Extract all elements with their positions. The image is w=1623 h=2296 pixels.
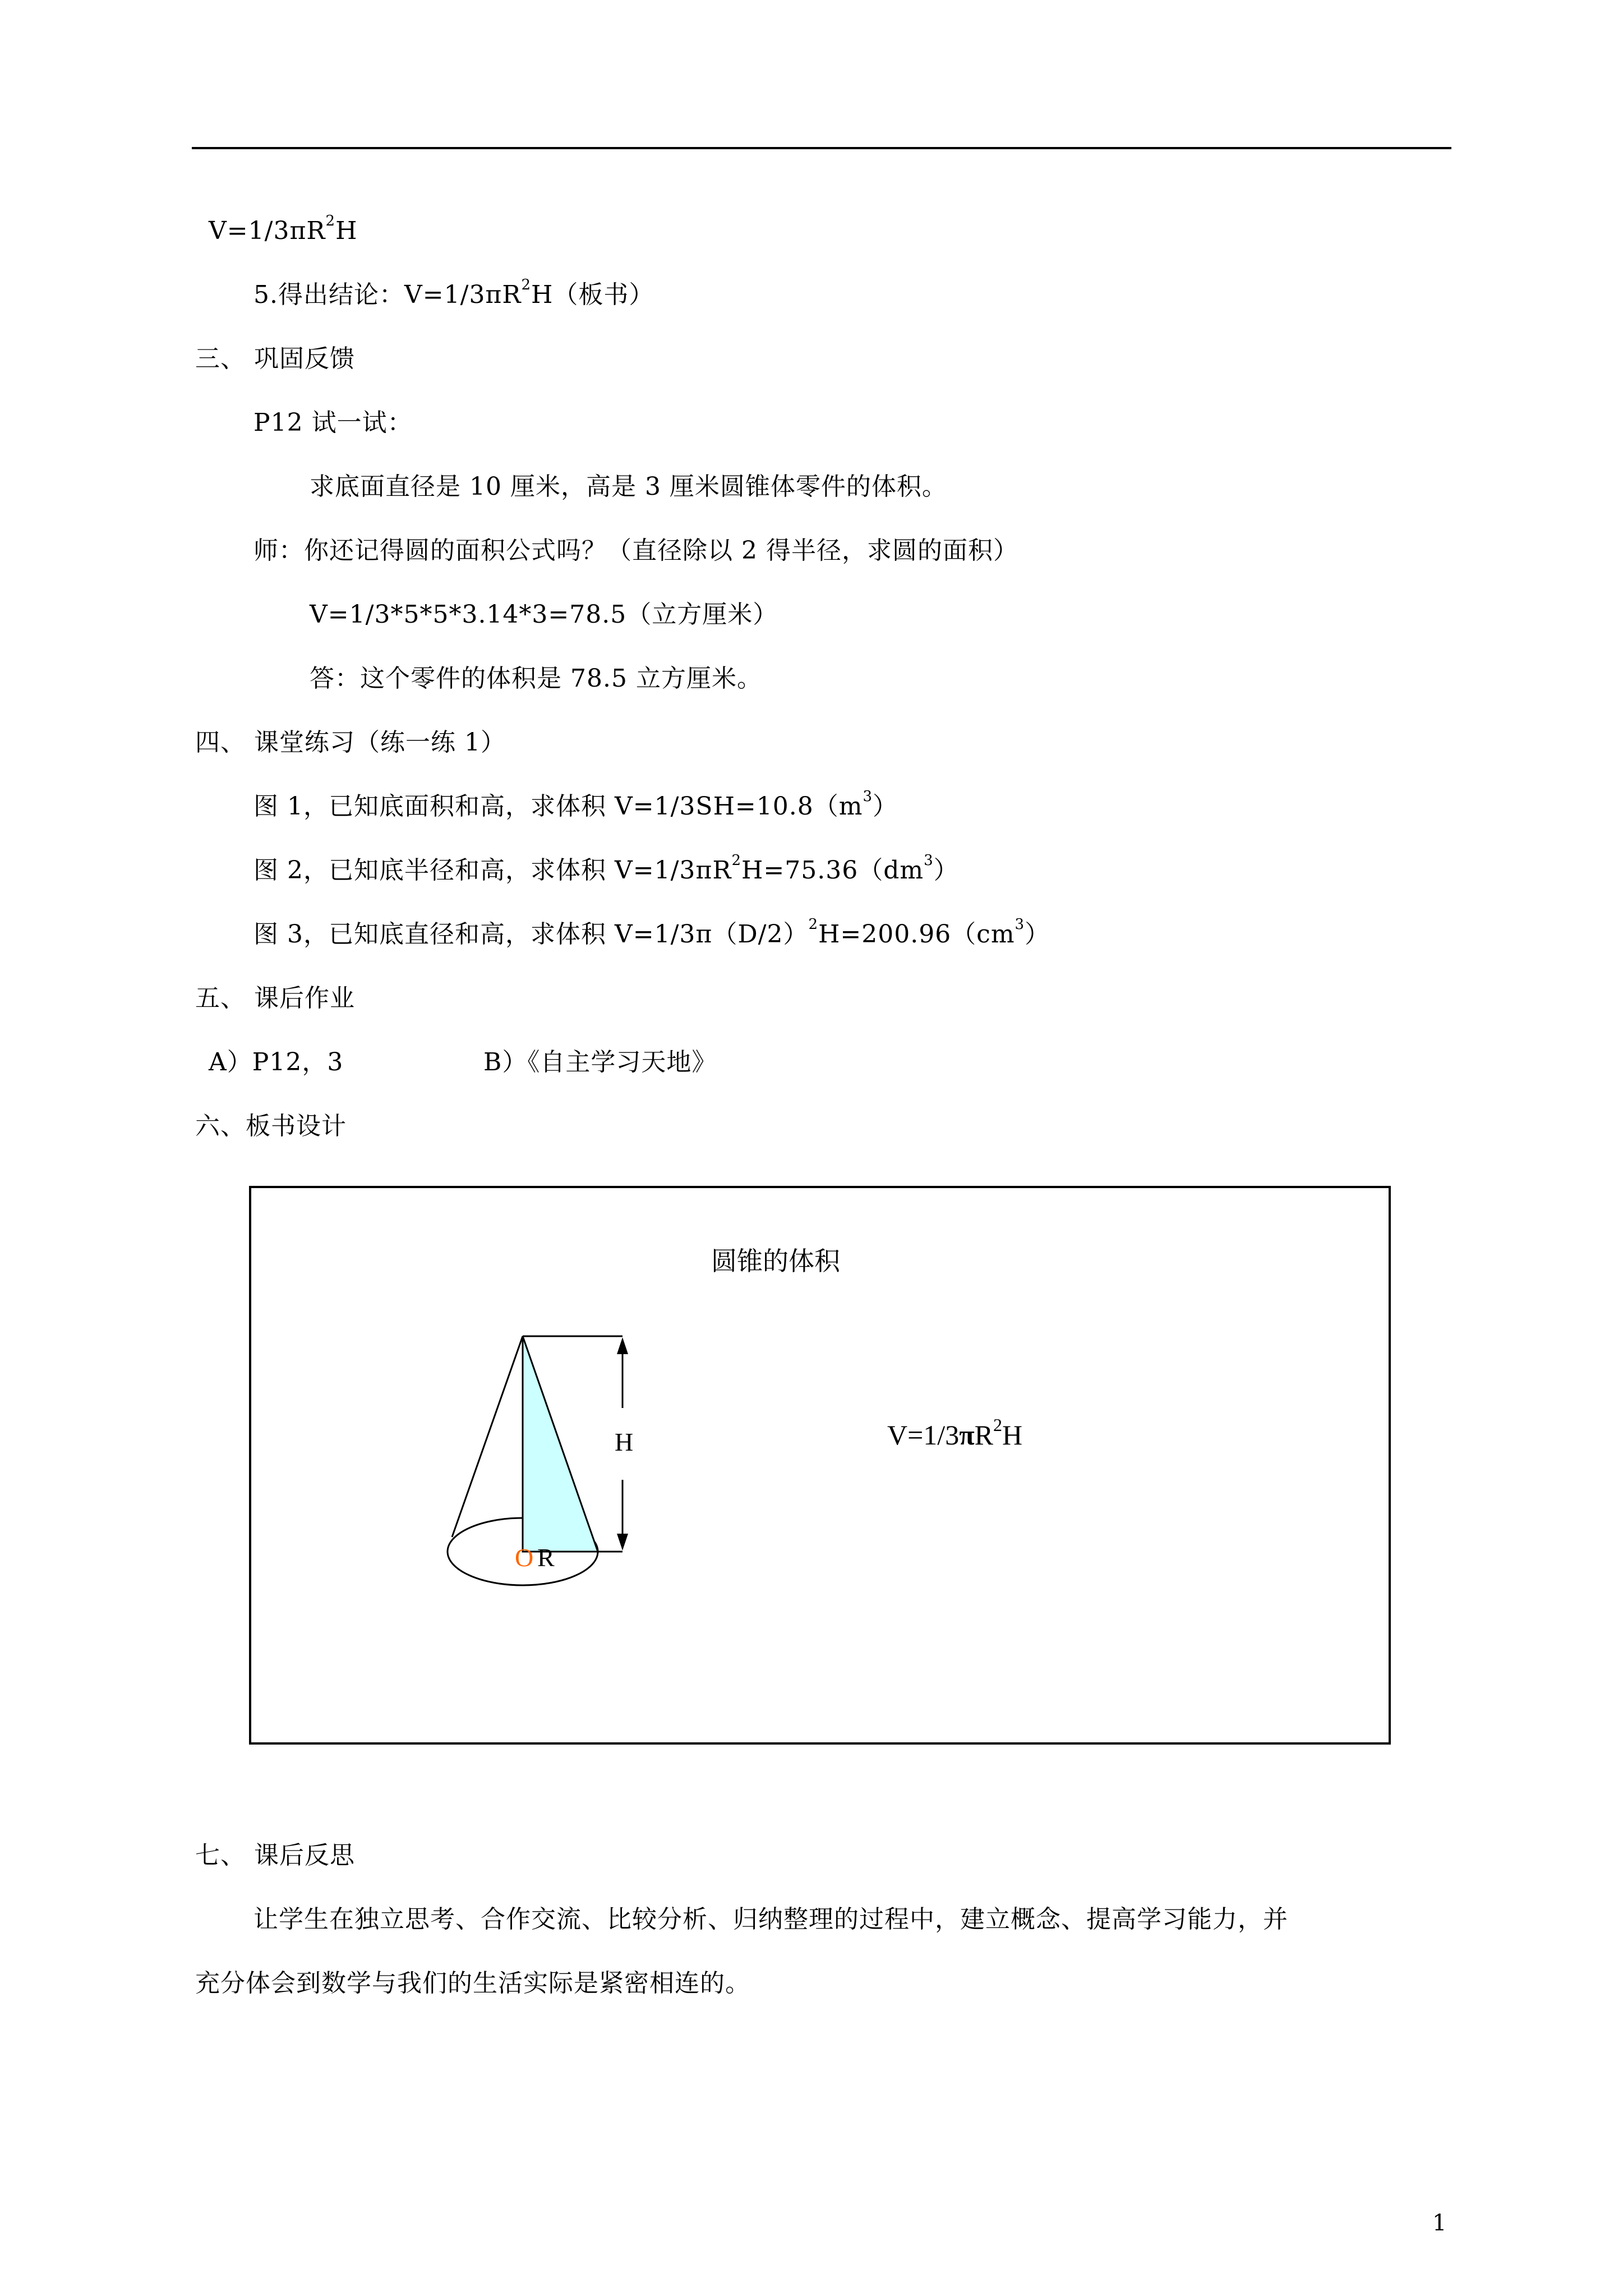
arrow-head-down-icon <box>617 1534 628 1550</box>
homework-a: A）P12，3 <box>209 1048 344 1076</box>
exercise-label: P12 试一试： <box>253 408 413 437</box>
center-label: O <box>515 1543 534 1572</box>
homework-b: B）《自主学习天地》 <box>483 1048 717 1076</box>
header-rule <box>192 147 1451 149</box>
conclusion-line: 5.得出结论：$V=1/3\pi R^2H$（板书） <box>253 277 654 309</box>
section-heading: 五、 课后作业 <box>195 984 355 1013</box>
reflection-text: 让学生在独立思考、合作交流、比较分析、归纳整理的过程中，建立概念、提高学习能力，并 <box>253 1905 1288 1934</box>
calculation-line: V=1/3*5*5*3.14*3=78.5（立方厘米） <box>310 600 778 629</box>
exercise-question: 求底面直径是 10 厘米，高是 3 厘米圆锥体零件的体积。 <box>310 472 947 501</box>
section-heading: 七、 课后反思 <box>195 1841 355 1870</box>
page-number: 1 <box>1432 2210 1447 2236</box>
section-heading: 六、板书设计 <box>195 1112 347 1140</box>
reflection-text-continued: 充分体会到数学与我们的生活实际是紧密相连的。 <box>195 1969 750 1998</box>
section-heading: 四、 课堂练习（练一练 1） <box>195 728 506 757</box>
radius-label: R <box>537 1543 555 1572</box>
practice-item-3: 图 3，已知底直径和高，求体积 $V=1/3\pi(D/2)^2H=200.96(cm^3)$ <box>253 916 1050 949</box>
practice-item-1: 图 1，已知底面积和高，求体积 $V=1/3SH=10.8(m^3)$ <box>253 788 898 821</box>
height-label: H <box>615 1428 634 1456</box>
formula-line: $V=1/3\pi R^2H$ <box>209 213 358 245</box>
arrow-head-up-icon <box>617 1337 628 1354</box>
answer-line: 答：这个零件的体积是 78.5 立方厘米。 <box>310 664 762 693</box>
cone-diagram <box>432 1324 667 1604</box>
teacher-prompt: 师：你还记得圆的面积公式吗？（直径除以 2 得半径，求圆的面积） <box>253 536 1018 565</box>
cone-cross-section-triangle <box>523 1336 598 1552</box>
board-title: 圆锥的体积 <box>711 1246 840 1276</box>
cone-left-edge <box>452 1336 523 1537</box>
practice-item-2: 图 2，已知底半径和高，求体积 $V=1/3\pi R^2H=75.36(dm^3)$ <box>253 852 959 885</box>
section-heading: 三、 巩固反馈 <box>195 344 355 373</box>
board-formula: $V=1/3\pi R^2H$ <box>887 1415 1023 1451</box>
